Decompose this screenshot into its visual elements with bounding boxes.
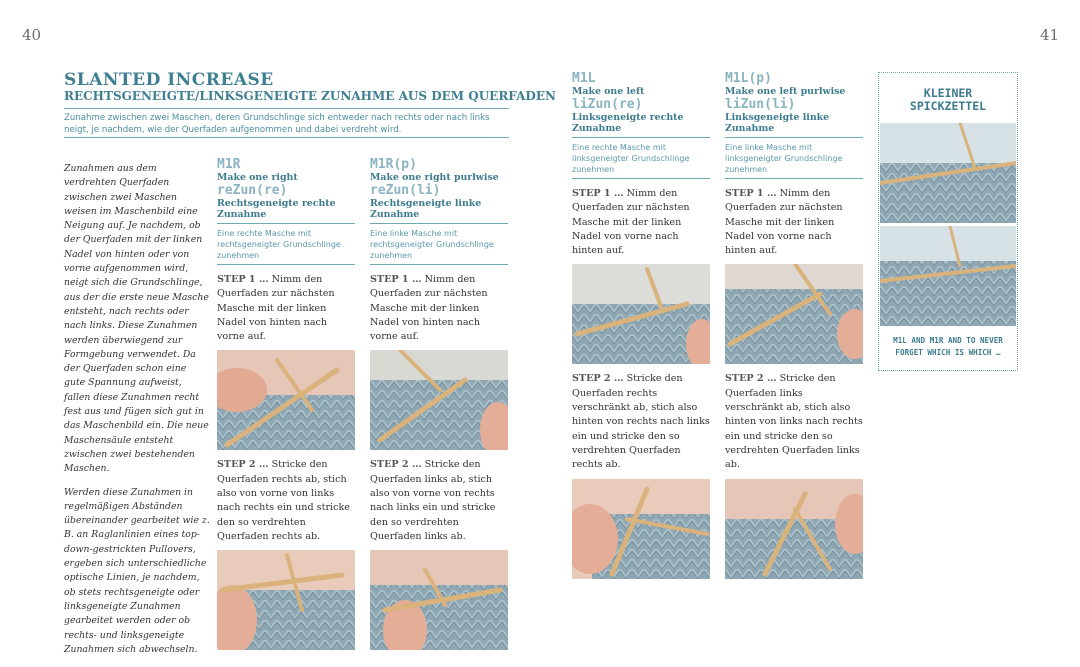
- step-2: [217, 458, 355, 544]
- step-1: [370, 273, 508, 344]
- stitch-name-de: Rechtsgeneigte linke Zunahme: [370, 198, 482, 220]
- step-label: STEP 1 …: [572, 188, 624, 199]
- step-1-photo: [572, 264, 710, 364]
- step-text: Nimm den Querfaden zur nächsten Masche mit der linken Nadel von hinten nach vorne auf.: [217, 274, 335, 343]
- column-m1l-p: [725, 72, 863, 579]
- knitting-photo: [880, 226, 1016, 326]
- step-label: STEP 2 …: [217, 459, 269, 471]
- stitch-name-de: Linksgeneigte rechte Zunahme: [572, 112, 684, 134]
- stitch-code: M1L(p): [725, 71, 772, 86]
- step-2-photo: [370, 550, 508, 650]
- stitch-code-de: reZun(li): [370, 183, 441, 198]
- body-paragraph: Werden diese Zunahmen in regelmäßigen Abständen übereinander gearbeitet wie z. B. an Raglanlinien eines top-down-gestrickten Pullovers, ergeben sich unterschiedliche optische Linien, je nachdem, ob stets rechtsgeneigte oder linksgeneigte Zunahmen gearbeitet werden oder ob rechts- und linksgeneigte Zunahmen sich abwechseln.: [64, 486, 210, 655]
- stitch-description: Eine linke Masche mit linksgeneigter Grundschlinge zunehmen: [725, 143, 843, 174]
- stitch-name-en: Make one left: [572, 86, 645, 97]
- step-text: Nimm den Querfaden zur nächsten Masche mit der linken Nadel von vorne nach hinten auf.: [725, 188, 843, 257]
- step-label: STEP 1 …: [725, 188, 777, 199]
- knitting-photo: [572, 479, 710, 579]
- stitch-code: M1L: [572, 71, 596, 86]
- step-label: STEP 2 …: [572, 373, 624, 385]
- stitch-name-en: Make one right: [217, 172, 298, 183]
- step-label: STEP 1 …: [370, 274, 422, 285]
- step-text: Stricke den Querfaden links ab, stich also von vorne von rechts nach links ein und stricke den so verdrehten Querfaden links ab.: [370, 459, 496, 542]
- step-1-photo: [217, 350, 355, 450]
- column-rule: [217, 264, 355, 265]
- body-paragraph: Zunahmen aus dem verdrehten Querfaden zwischen zwei Maschen weisen im Maschenbild eine Neigung auf. Je nachdem, ob der Querfaden mit der linken Nadel von hinten oder von vorne aufgenommen wird, neigt sich die Grundschlinge, aus der die erste neue Masche entsteht, nach rechts oder nach links. Diese Zunahmen werden überwiegend zur Formgebung verwendet. Da der Querfaden schon eine gute Spannung aufweist, fallen diese Zunahmen recht fest aus und fügen sich gut in das Maschenbild ein. Die neue Maschensäule entsteht zwischen zwei bestehenden Maschen.: [64, 163, 209, 475]
- column-rule: [370, 223, 508, 224]
- column-rule: [572, 178, 710, 179]
- step-text: Stricke den Querfaden rechts verschränkt ab, stich also hinten von rechts nach links ein und stricke den so verdrehten Querfaden rechts ab.: [572, 373, 710, 471]
- section-intro: Zunahme zwischen zwei Maschen, deren Grundschlinge sich entweder nach rechts oder nach links neigt, je nachdem, wie der Querfaden aufgenommen und dabei verdreht wird.: [64, 113, 490, 135]
- knitting-photo: [725, 264, 863, 364]
- column-rule: [725, 137, 863, 138]
- knitting-photo: [370, 550, 508, 650]
- header-rule-bottom: [64, 137, 509, 138]
- knitting-photo: [572, 264, 710, 364]
- cheat-sheet-title: [879, 87, 1017, 113]
- column-rule: [725, 178, 863, 179]
- cheat-sheet-note: M1L AND M1R AND TO NEVER FORGET WHICH IS WHICH …: [893, 336, 1003, 357]
- column-rule: [217, 223, 355, 224]
- knitting-photo: [217, 550, 355, 650]
- stitch-description: Eine rechte Masche mit linksgeneigter Grundschlinge zunehmen: [572, 143, 690, 174]
- stitch-name-en: Make one left purlwise: [725, 86, 846, 97]
- body-text: [64, 162, 210, 666]
- stitch-description: Eine linke Masche mit rechtsgeneigter Grundschlinge zunehmen: [370, 229, 494, 260]
- stitch-code-de: liZun(re): [572, 97, 643, 112]
- stitch-description: Eine rechte Masche mit rechtsgeneigter Grundschlinge zunehmen: [217, 229, 341, 260]
- cheat-sheet-title-line2: SPICKZETTEL: [909, 99, 987, 113]
- column-m1r: [217, 158, 355, 650]
- stitch-code-de: reZun(re): [217, 183, 288, 198]
- step-1-photo: [725, 264, 863, 364]
- section-title: SLANTED INCREASE: [64, 70, 274, 90]
- step-text: Nimm den Querfaden zur nächsten Masche mit der linken Nadel von vorne nach hinten auf.: [572, 188, 690, 257]
- step-2: [725, 372, 863, 472]
- knitting-photo: [217, 350, 355, 450]
- cheat-sheet-photo-1: [880, 123, 1016, 223]
- step-1: [572, 187, 710, 258]
- column-rule: [572, 137, 710, 138]
- stitch-code: M1R(p): [370, 157, 417, 172]
- step-text: Nimm den Querfaden zur nächsten Masche mit der linken Nadel von hinten nach vorne auf.: [370, 274, 488, 343]
- column-m1l: [572, 72, 710, 579]
- column-m1r-p: [370, 158, 508, 650]
- step-label: STEP 1 …: [217, 274, 269, 285]
- knitting-photo: [725, 479, 863, 579]
- step-text: Stricke den Querfaden links verschränkt ab, stich also hinten von links nach rechts ein und stricke den so verdrehten Querfaden links ab.: [725, 373, 863, 471]
- column-rule: [370, 264, 508, 265]
- cheat-sheet-title-line1: KLEINER: [923, 86, 973, 100]
- step-text: Stricke den Querfaden rechts ab, stich also von vorne von links nach rechts ein und stricke den so verdrehten Querfaden rechts ab.: [217, 459, 350, 542]
- step-1: [725, 187, 863, 258]
- page-number-left: 40: [22, 26, 42, 44]
- stitch-name-en: Make one right purlwise: [370, 172, 499, 183]
- step-2: [572, 372, 710, 472]
- header-rule-top: [64, 108, 509, 109]
- page-number-right: 41: [1040, 26, 1060, 44]
- step-1-photo: [370, 350, 508, 450]
- step-label: STEP 2 …: [725, 373, 777, 385]
- step-2: [370, 458, 508, 544]
- step-2-photo: [725, 479, 863, 579]
- step-label: STEP 2 …: [370, 459, 422, 471]
- section-subtitle: RECHTSGENEIGTE/LINKSGENEIGTE ZUNAHME AUS DEM QUERFADEN: [64, 89, 556, 103]
- cheat-sheet-box: [878, 72, 1018, 371]
- stitch-code: M1R: [217, 157, 241, 172]
- step-2-photo: [572, 479, 710, 579]
- knitting-photo: [880, 123, 1016, 223]
- stitch-code-de: liZun(li): [725, 97, 796, 112]
- knitting-photo: [370, 350, 508, 450]
- step-1: [217, 273, 355, 344]
- cheat-sheet-photo-2: [880, 226, 1016, 326]
- stitch-name-de: Rechtsgeneigte rechte Zunahme: [217, 198, 336, 220]
- step-2-photo: [217, 550, 355, 650]
- stitch-name-de: Linksgeneigte linke Zunahme: [725, 112, 830, 134]
